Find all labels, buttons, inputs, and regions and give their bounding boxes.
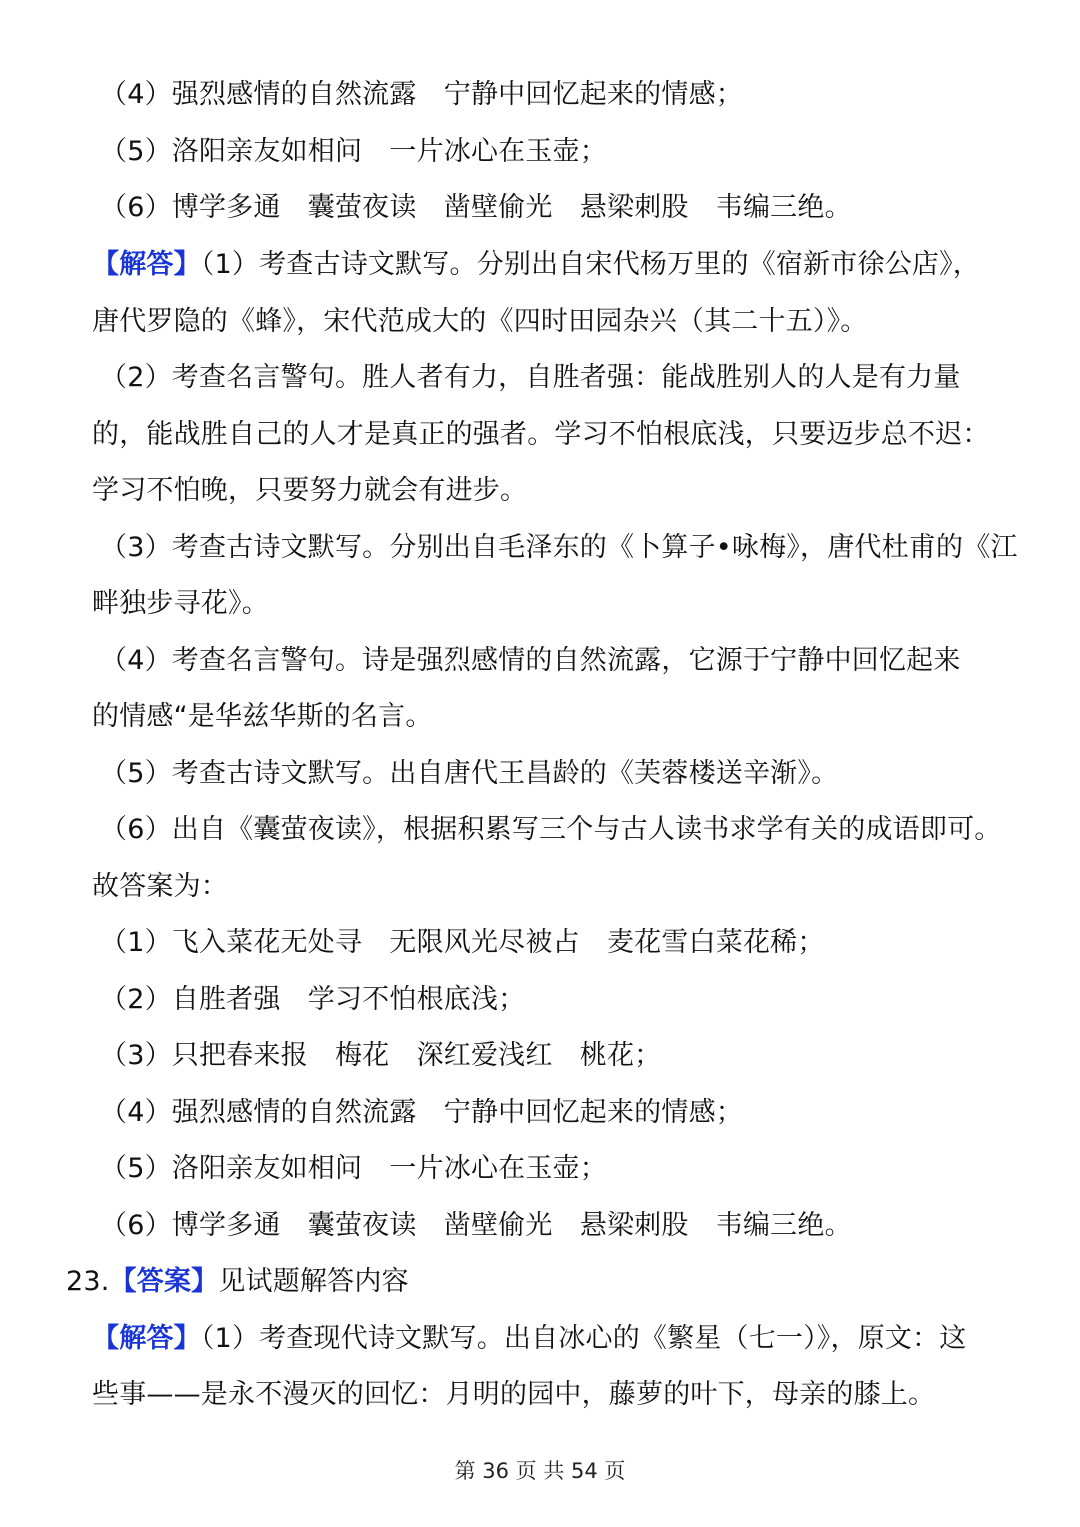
explanation-para-2: （2）考查名言警句。胜人者有力，自胜者强：能战胜别人的人是有力量 [100,362,961,393]
jieda-tag: 【解答】 [92,1323,201,1354]
explanation-para-5: （5）考查古诗文默写。出自唐代王昌龄的《芙蓉楼送辛渐》。 [100,758,839,789]
explanation-line: 些事——是永不漫灭的回忆：月明的园中，藤萝的叶下，母亲的膝上。 [92,1379,936,1410]
answer-line-4-top: （4）强烈感情的自然流露 宁静中回忆起来的情感； [100,79,743,110]
answer-line-5-top: （5）洛阳亲友如相问 一片冰心在玉壶； [100,136,607,167]
explanation-line: 的，能战胜自己的人才是真正的强者。学习不怕根底浅，只要迈步总不迟： [92,419,990,450]
explanation-para-1: 【解答】（1）考查古诗文默写。分别出自宋代杨万里的《宿新市徐公店》， [92,249,980,280]
explanation-para-3: （3）考查古诗文默写。分别出自毛泽东的《卜算子•咏梅》，唐代杜甫的《江 [100,532,1018,563]
jieda-tag: 【解答】 [92,249,201,280]
question-23-explanation: 【解答】（1）考查现代诗文默写。出自冰心的《繁星（七一）》，原文：这 [92,1323,967,1354]
explanation-para-4: （4）考查名言警句。诗是强烈感情的自然流露，它源于宁静中回忆起来 [100,645,961,676]
explanation-line: 的情感“是华兹华斯的名言。 [92,701,433,732]
answer-line-3: （3）只把春来报 梅花 深红爱浅红 桃花； [100,1040,662,1071]
explanation-line: 畔独步寻花》。 [92,588,269,619]
answer-line-6-top: （6）博学多通 囊萤夜读 凿壁偷光 悬梁刺股 韦编三绝。 [100,192,852,223]
explanation-line: 唐代罗隐的《蜂》，宋代范成大的《四时田园杂兴（其二十五）》。 [92,306,868,337]
daan-tag: 【答案】 [109,1266,219,1297]
explanation-line: 学习不怕晚，只要努力就会有进步。 [92,475,528,506]
answer-line-5: （5）洛阳亲友如相问 一片冰心在玉壶； [100,1153,607,1184]
question-23-header: 23.【答案】见试题解答内容 [66,1266,409,1297]
answer-line-4: （4）强烈感情的自然流露 宁静中回忆起来的情感； [100,1097,743,1128]
answer-line-2: （2）自胜者强 学习不怕根底浅； [100,984,526,1015]
answer-line-6: （6）博学多通 囊萤夜读 凿壁偷光 悬梁刺股 韦编三绝。 [100,1210,852,1241]
question-number: 23. [66,1266,110,1297]
page-footer: 第 36 页 共 54 页 [454,1459,626,1483]
answer-line-1: （1）飞入菜花无处寻 无限风光尽被占 麦花雪白菜花稀； [100,927,825,958]
explanation-para-6: （6）出自《囊萤夜读》，根据积累写三个与古人读书求学有关的成语即可。 [100,814,1002,845]
answer-heading: 故答案为： [92,871,228,902]
